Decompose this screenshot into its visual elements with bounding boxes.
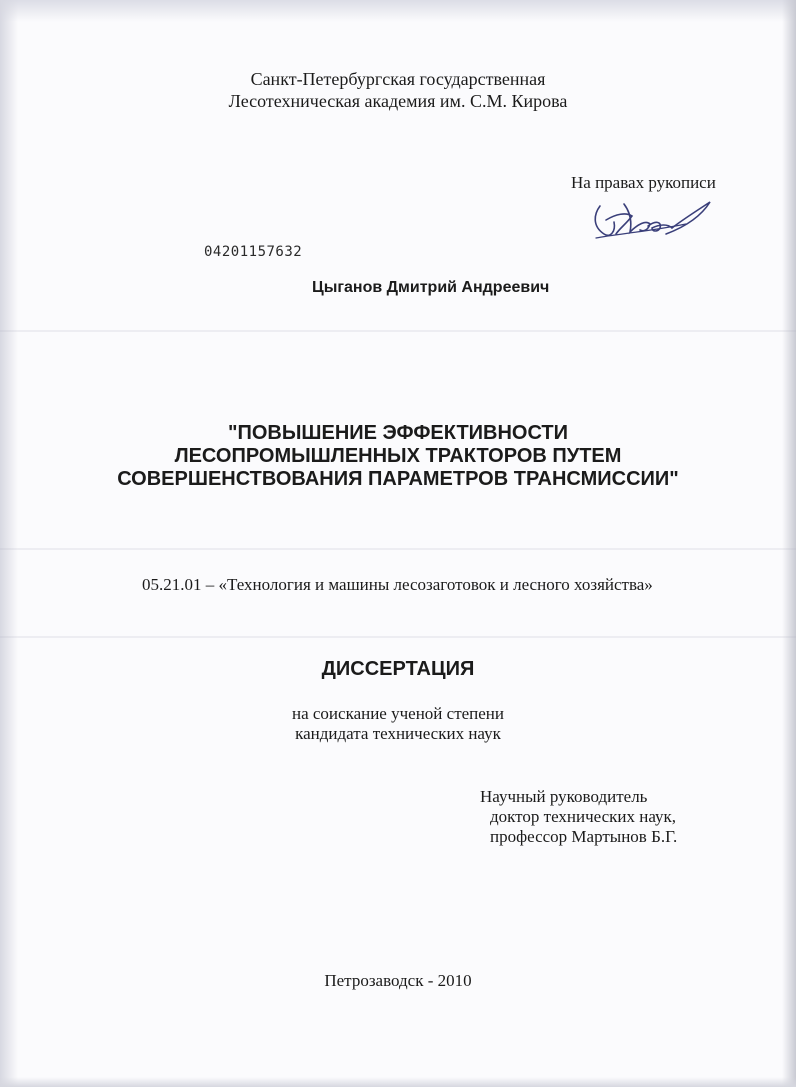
dissertation-title [0, 422, 796, 491]
specialty-code: 05.21.01 – «Технология и машины лесозаготовок и лесного хозяйства» [142, 575, 653, 594]
institution-line-1: Санкт-Петербургская государственная [250, 69, 546, 89]
degree-sought [0, 704, 796, 744]
degree-line-2: кандидата технических наук [295, 724, 501, 743]
institution-line-2: Лесотехническая академия им. С.М. Кирова [228, 91, 568, 111]
degree-line-1: на соискание ученой степени [291, 704, 505, 723]
title-line-1: "ПОВЫШЕНИЕ ЭФФЕКТИВНОСТИ [227, 422, 569, 444]
city-year: Петрозаводск - 2010 [324, 971, 472, 990]
title-line-2: ЛЕСОПРОМЫШЛЕННЫХ ТРАКТОРОВ ПУТЕМ [174, 445, 622, 467]
scan-edge-bottom [0, 1077, 796, 1087]
scan-edge-top [0, 0, 796, 22]
institution-header [0, 68, 796, 112]
supervisor-role: Научный руководитель [480, 787, 648, 806]
scan-bleed-line [0, 548, 796, 550]
supervisor-name: профессор Мартынов Б.Г. [490, 827, 678, 846]
handwritten-signature [586, 194, 716, 246]
scan-edge-left [0, 0, 18, 1087]
document-type-heading: ДИССЕРТАЦИЯ [321, 658, 475, 680]
document-number: 04201157632 [204, 244, 303, 260]
scan-bleed-line [0, 330, 796, 332]
manuscript-rights-note: На правах рукописи [571, 173, 716, 192]
scan-bleed-line [0, 636, 796, 638]
author-name: Цыганов Дмитрий Андреевич [312, 279, 550, 296]
scan-edge-right [782, 0, 796, 1087]
supervisor-degree: доктор технических наук, [490, 807, 677, 826]
supervisor-block [480, 787, 677, 847]
title-line-3: СОВЕРШЕНСТВОВАНИЯ ПАРАМЕТРОВ ТРАНСМИССИИ" [117, 468, 679, 490]
